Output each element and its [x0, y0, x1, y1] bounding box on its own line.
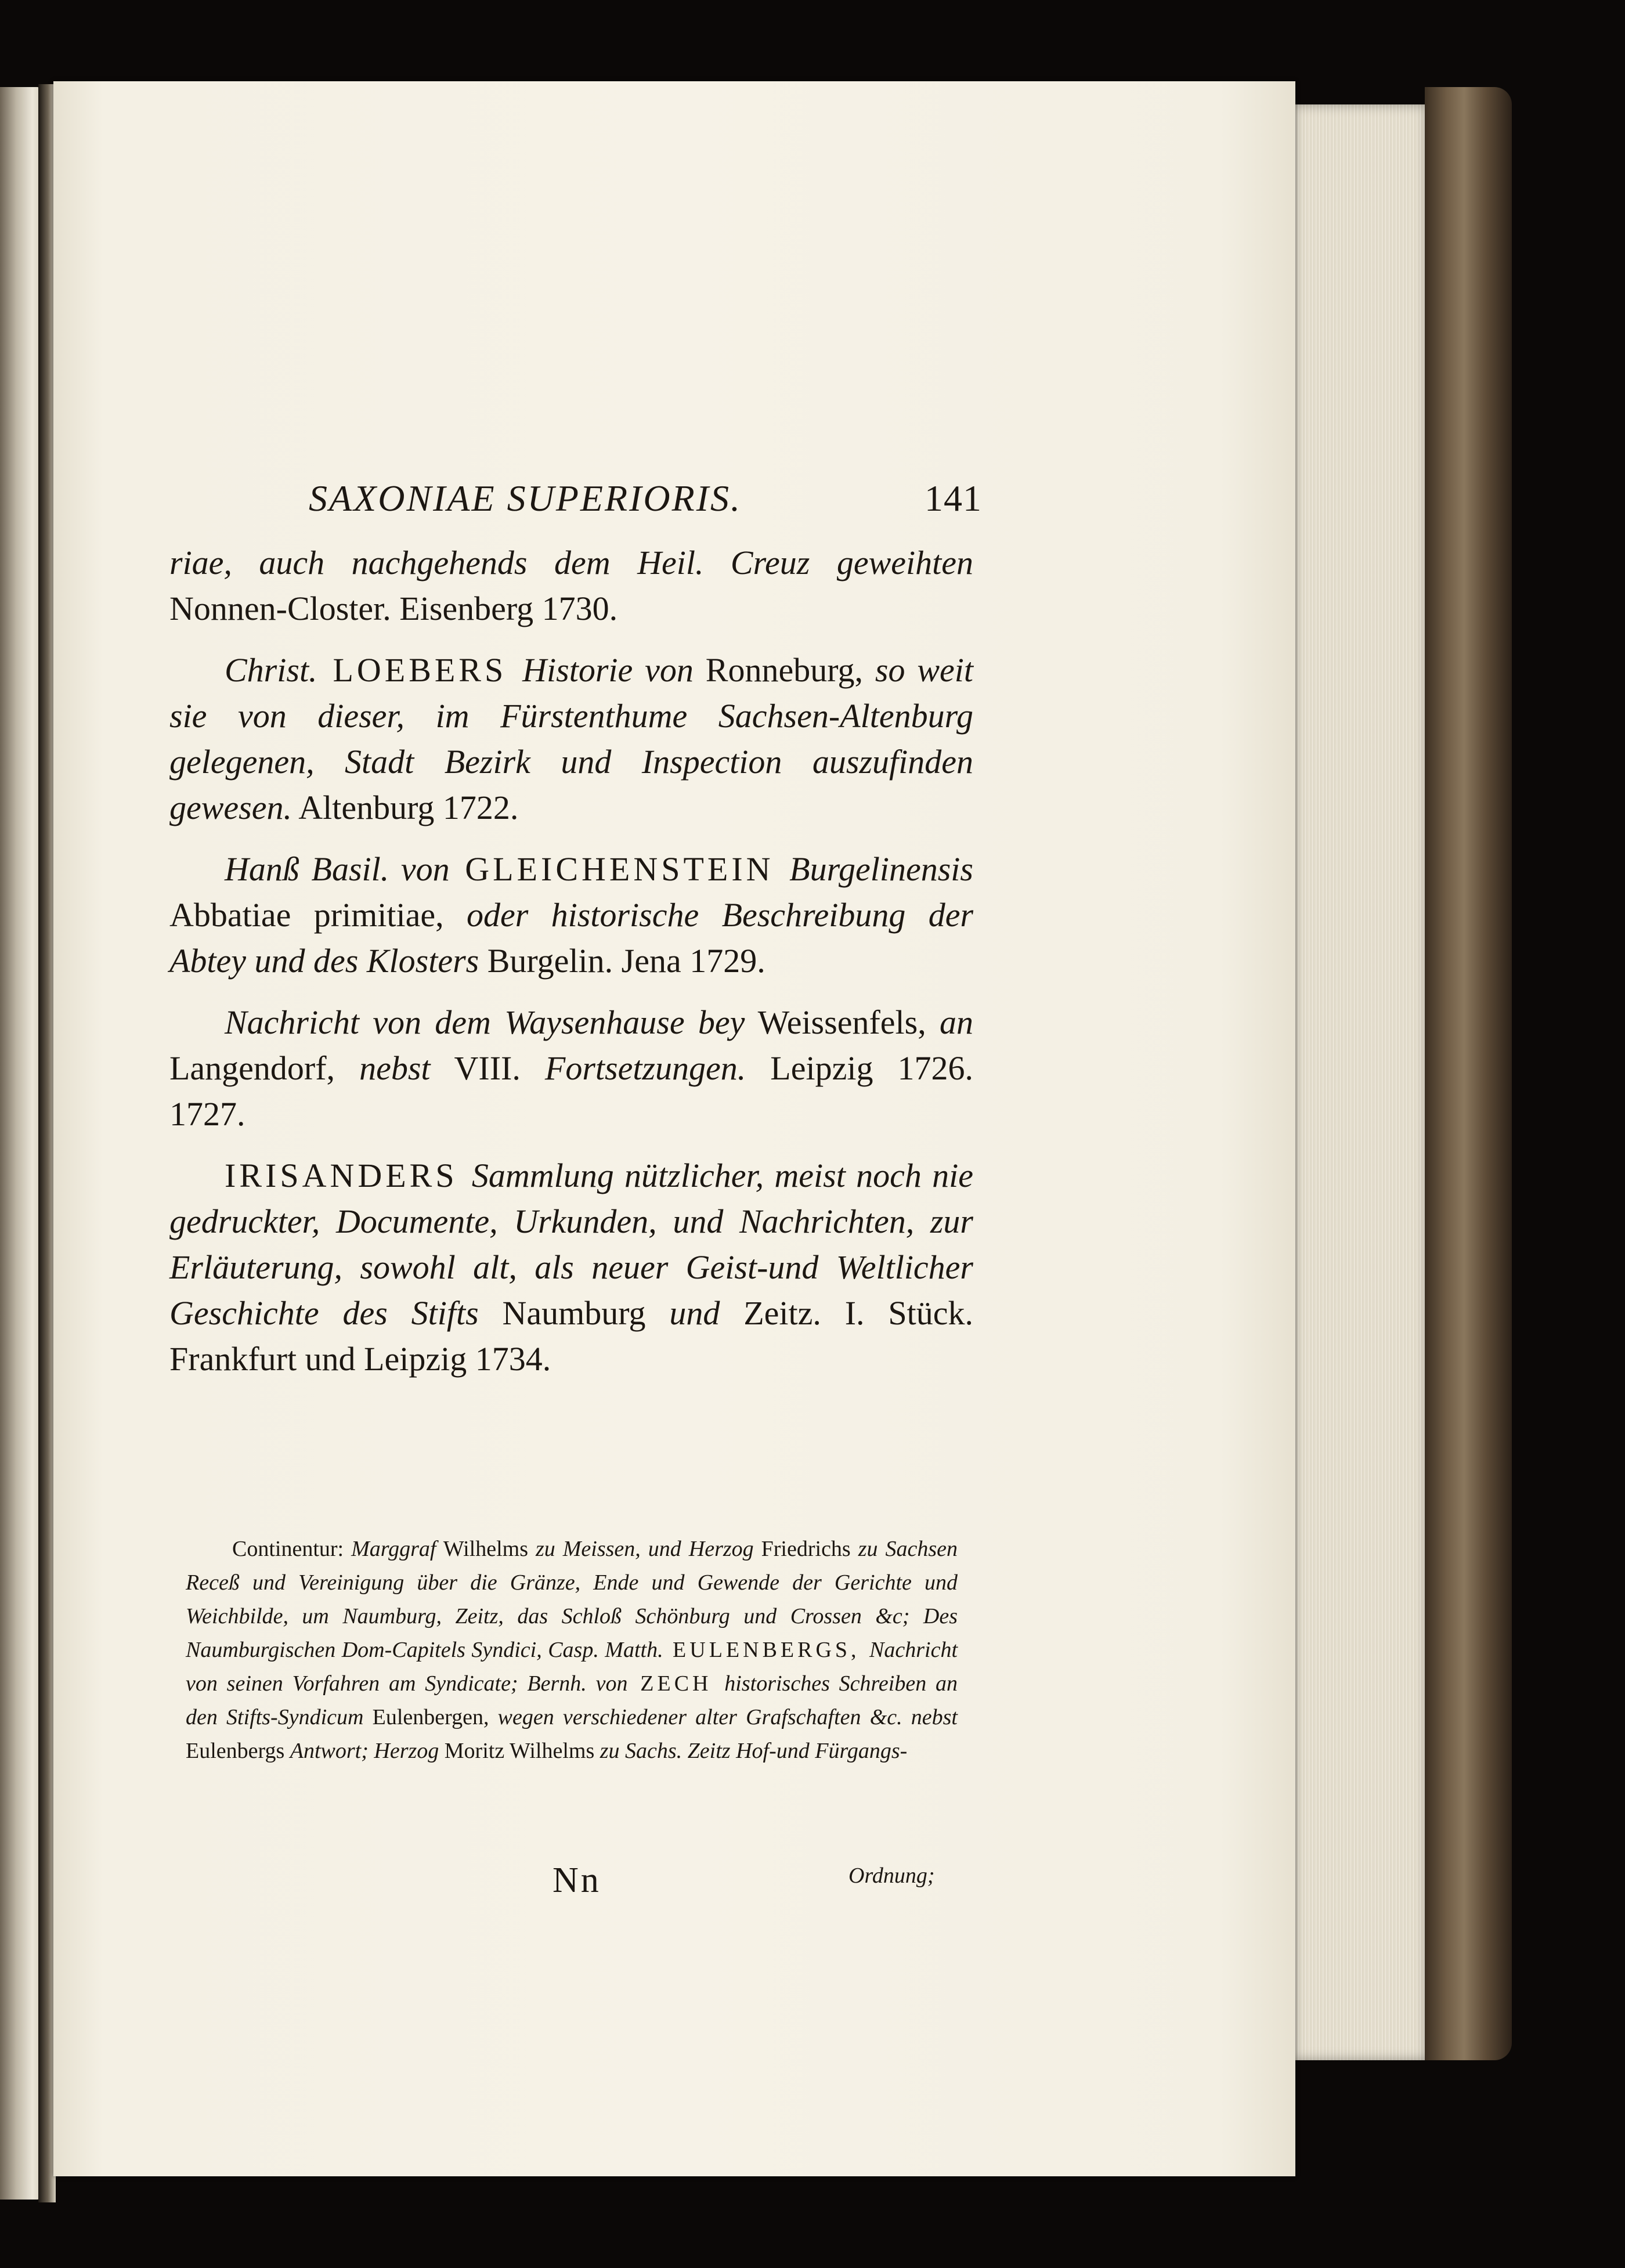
text-run: Eulenbergen, — [363, 1705, 498, 1729]
text-run: Langendorf, — [169, 1049, 360, 1087]
main-text — [169, 540, 973, 1397]
running-header — [309, 477, 982, 520]
text-run: Abbatiae primitiae, — [169, 896, 467, 934]
text-run: und — [669, 1294, 720, 1332]
text-run: Naumburg — [478, 1294, 670, 1332]
text-run: Marggraf — [351, 1537, 436, 1561]
text-run: EULENBERGS, — [663, 1638, 870, 1662]
text-run: Sammlung nützlicher, meist noch nie gedruckter, Documente, Urkunden, und Nachrichten, zur Erläuterung, sowohl alt, als neuer Geist-und Weltlicher Geschichte des Stifts — [169, 1157, 973, 1332]
text-run: Leipzig 1726. 1727. — [169, 1049, 973, 1133]
text-run: Historie von — [522, 651, 694, 689]
running-title: SAXONIAE SUPERIORIS. — [309, 478, 742, 519]
text-run: Hanß Basil. von — [225, 850, 450, 888]
bibliography-entry — [169, 846, 973, 984]
text-run: ZECH — [627, 1671, 725, 1696]
text-run: GLEICHENSTEIN — [449, 850, 790, 888]
bibliography-entry — [169, 1153, 973, 1382]
book-binding — [1425, 87, 1512, 2060]
footnote-contents — [186, 1532, 958, 1768]
continued-entry — [169, 540, 973, 631]
text-run: Ronneburg, — [693, 651, 875, 689]
text-run: historisches Schreiben an den Stifts-Syndicum — [186, 1671, 958, 1729]
text-run: zu Meissen, und Herzog — [536, 1537, 754, 1561]
text-run: Wilhelms — [436, 1537, 536, 1561]
text-run: Burgelin. Jena 1729. — [479, 942, 765, 980]
text-run: Friedrichs — [753, 1537, 858, 1561]
text-run: wegen verschiedener alter Grafschaften &c. nebst — [497, 1705, 958, 1729]
text-run: LOEBERS — [317, 651, 523, 689]
text-run: Continentur: — [232, 1537, 352, 1561]
page-block-edges — [1293, 104, 1427, 2060]
previous-page-edge — [0, 87, 41, 2200]
text-run: Nachricht von dem Waysenhause bey — [225, 1003, 745, 1041]
text-run: Eulenbergs — [186, 1739, 290, 1763]
text-run: riae, auch nachgehends dem Heil. Creuz geweihten — [169, 544, 973, 582]
text-run: Fortsetzungen. — [544, 1049, 746, 1087]
text-run: zu Sachs. Zeitz Hof-und Fürgangs- — [600, 1739, 908, 1763]
text-run: Burgelinensis — [789, 850, 973, 888]
text-run: Nachricht von seinen Vorfahren am Syndicate; Bernh. von — [186, 1638, 958, 1696]
bibliography-entry — [169, 999, 973, 1137]
signature-mark: Nn — [552, 1861, 601, 1900]
text-run: so weit sie von dieser, im Fürstenthume Sachsen-Altenburg gelegenen, Stadt Bezirk und Inspection auszufinden gewesen. — [169, 651, 973, 826]
catchword: Ordnung; — [848, 1863, 935, 1888]
text-run: Antwort; Herzog — [290, 1739, 439, 1763]
text-run: zu Sachsen Receß und Vereinigung über die Gränze, Ende und Gewende der Gerichte und Weichbilde, um Naumburg, Zeitz, das Schloß Schönburg und Crossen &c; Des Naumburgischen Dom-Capitels Syndici, Casp. Matth. — [186, 1537, 958, 1662]
text-run: Nonnen-Closter. Eisenberg 1730. — [169, 590, 618, 627]
text-run: oder historische Beschreibung der Abtey und des Klosters — [169, 896, 974, 980]
text-run: an — [939, 1003, 973, 1041]
text-run: Christ. — [225, 651, 317, 689]
contents-note — [186, 1532, 958, 1768]
book-page — [53, 81, 1295, 2176]
text-run: IRISANDERS — [225, 1157, 472, 1194]
page-number: 141 — [925, 478, 982, 519]
bibliography-entry — [169, 647, 973, 830]
text-run: Zeitz. I. Stück. Frankfurt und Leipzig 1734. — [169, 1294, 973, 1378]
text-run: nebst — [359, 1049, 431, 1087]
text-run: Altenburg 1722. — [292, 789, 519, 826]
text-run: VIII. — [430, 1049, 545, 1087]
text-run: Weissenfels, — [745, 1003, 940, 1041]
text-run: Moritz Wilhelms — [439, 1739, 600, 1763]
